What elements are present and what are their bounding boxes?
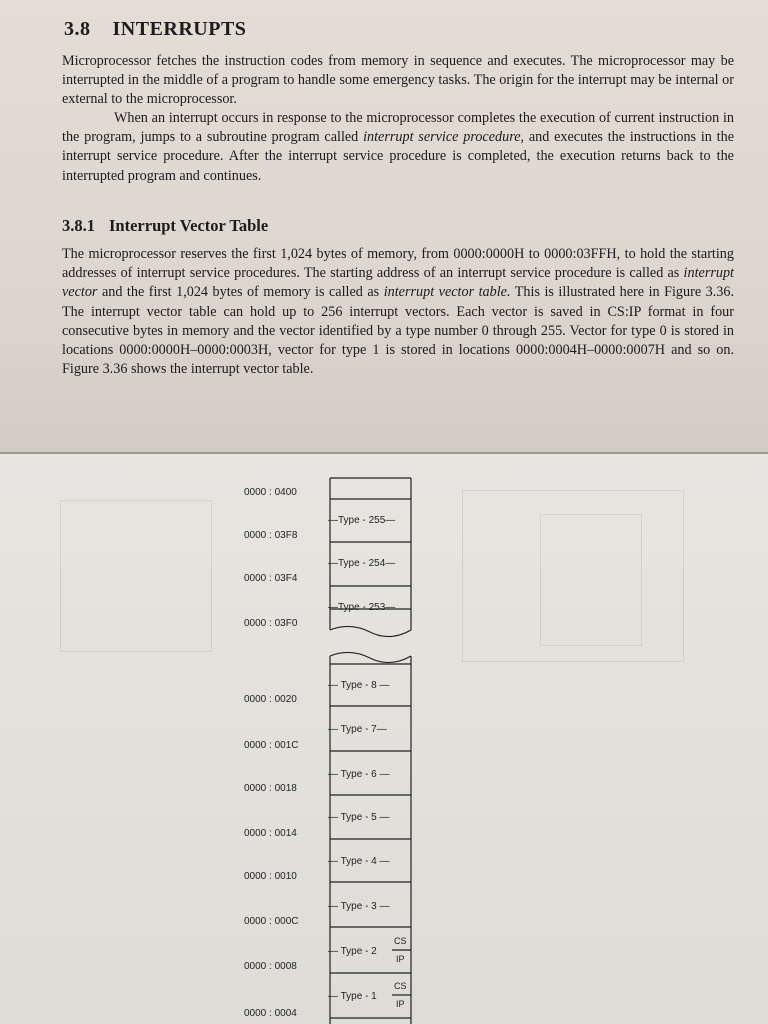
ip-label: IP bbox=[396, 999, 405, 1009]
subsection-title: Interrupt Vector Table bbox=[109, 216, 269, 235]
vector-type-label: —Type - 254— bbox=[328, 558, 396, 569]
ip-label: IP bbox=[396, 954, 405, 964]
vector-type-label: — Type - 7— bbox=[328, 724, 387, 735]
address-label: 0000 : 0020 bbox=[244, 694, 297, 705]
vector-type-label: — Type - 6 — bbox=[328, 769, 390, 780]
term-interrupt-vector-table: interrupt vector table. bbox=[383, 284, 511, 301]
paragraph-3-part-1: The microprocessor reserves the first 1,024 bytes of memory, from 0000:0000H to 0000:03FFH, to hold the starting addresses of interrupt service procedures. The starting address of an interrupt service procedure is called as bbox=[62, 246, 734, 282]
vector-type-label: — Type - 3 — bbox=[328, 901, 390, 912]
address-label: 0000 : 0400 bbox=[244, 487, 297, 498]
term-interrupt-vector: interrupt vector bbox=[62, 265, 734, 301]
figure-area bbox=[0, 454, 768, 1024]
cs-label: CS bbox=[394, 936, 407, 946]
break-wave bbox=[330, 652, 411, 662]
section-heading bbox=[64, 18, 246, 41]
paragraph-2-part-2: , and executes the instructions in the interrupt service procedure. After the interrupt service procedure is completed, the execution returns back to the interrupted program and continues. bbox=[62, 129, 734, 184]
textbook-page bbox=[0, 0, 768, 452]
paragraph-3-part-2: and the first 1,024 bytes of memory is called as bbox=[97, 284, 384, 301]
vector-type-label: — Type - 1 bbox=[328, 991, 377, 1002]
paragraph-2 bbox=[62, 109, 734, 186]
section-title: INTERRUPTS bbox=[112, 18, 247, 40]
address-label: 0000 : 0010 bbox=[244, 871, 297, 882]
paragraph-3-part-3: This is illustrated here in Figure 3.36. The interrupt vector table can hold up to 256 interrupt vectors. Each vector is saved in CS:IP format in four consecutive bytes in memory and the vector identified by a type number 0 through 255. Vector for type 0 is stored in locations 0000:0000H–0000:0003H, vector for type 1 is stored in locations 0000:0004H–0000:0007H and so on. Figure 3.36 shows the interrupt vector table. bbox=[62, 284, 735, 378]
paragraph-1: Microprocessor fetches the instruction codes from memory in sequence and executes. The microprocessor may be interrupted in the middle of a program to handle some emergency tasks. The origin for the interrupt may be internal or external to the microprocessor. bbox=[62, 53, 734, 108]
address-label: 0000 : 0004 bbox=[244, 1008, 297, 1019]
address-label: 0000 : 03F0 bbox=[244, 618, 298, 629]
break-wave bbox=[330, 626, 411, 636]
vector-type-label: —Type - 255— bbox=[328, 515, 396, 526]
vector-type-label: — Type - 8 — bbox=[328, 680, 390, 691]
paragraph-3 bbox=[62, 245, 734, 379]
vector-type-label: —Type - 253— bbox=[328, 602, 396, 613]
subsection-number: 3.8.1 bbox=[62, 216, 95, 235]
vector-type-label: — Type - 5 — bbox=[328, 812, 390, 823]
address-label: 0000 : 001C bbox=[244, 740, 299, 751]
address-label: 0000 : 000C bbox=[244, 916, 299, 927]
term-interrupt-service-procedure: interrupt service procedure bbox=[363, 129, 521, 146]
section-number: 3.8 bbox=[64, 18, 91, 40]
memory-column bbox=[0, 454, 768, 1024]
paragraph-2-part-1: When an interrupt occurs in response to the microprocessor completes the execution of current instruction in the program, jumps to a subroutine program called bbox=[62, 110, 734, 146]
cs-label: CS bbox=[394, 981, 407, 991]
vector-type-label: — Type - 2 bbox=[328, 946, 377, 957]
address-label: 0000 : 0018 bbox=[244, 783, 297, 794]
address-label: 0000 : 03F4 bbox=[244, 573, 298, 584]
address-label: 0000 : 03F8 bbox=[244, 530, 298, 541]
subsection-heading bbox=[62, 216, 268, 236]
vector-type-label: — Type - 4 — bbox=[328, 856, 390, 867]
address-label: 0000 : 0008 bbox=[244, 961, 297, 972]
address-label: 0000 : 0014 bbox=[244, 828, 297, 839]
